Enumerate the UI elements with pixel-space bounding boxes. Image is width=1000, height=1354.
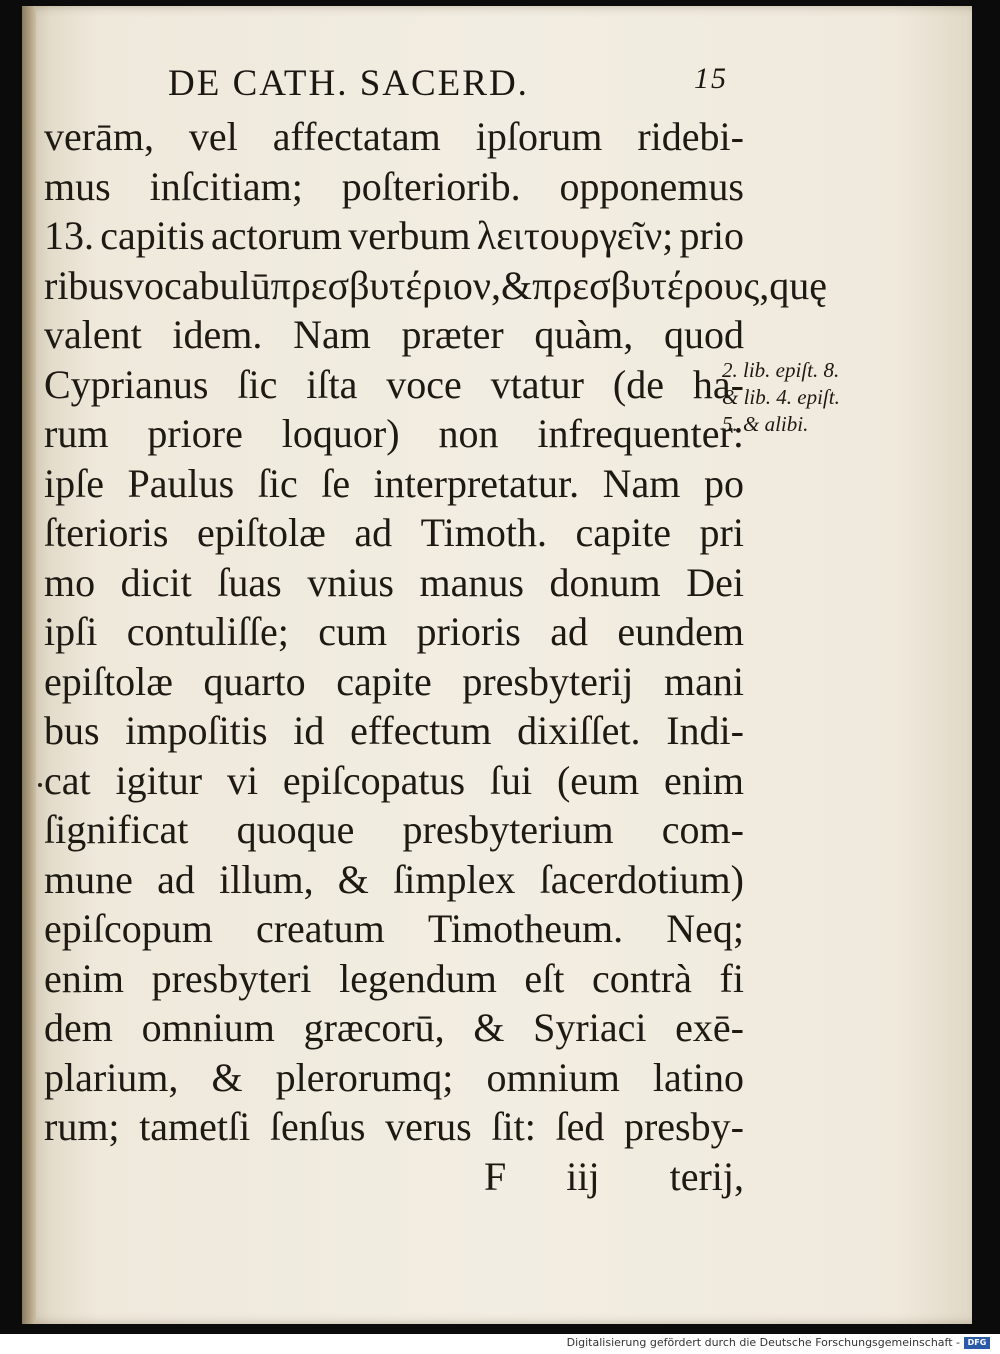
text-line — [44, 508, 744, 558]
word: epiſcopatus — [282, 757, 466, 803]
word: contrà — [591, 955, 692, 1001]
signature-number: iij — [566, 1153, 600, 1199]
word: Dei — [686, 559, 744, 605]
word: quarto — [203, 658, 306, 704]
word: & — [211, 1054, 243, 1100]
running-head — [168, 62, 728, 106]
word: ſic — [237, 361, 278, 407]
word: dicit — [120, 559, 192, 605]
text-line — [44, 1102, 744, 1152]
word: pri — [699, 510, 744, 555]
word: voce — [386, 361, 462, 407]
word: quàm, — [534, 312, 634, 357]
word: prio — [679, 213, 744, 258]
word: omnium — [486, 1054, 620, 1100]
word: ſimplex — [393, 856, 516, 902]
margin-note-line: 5. & alibi. — [722, 412, 809, 436]
text-line — [44, 855, 744, 905]
word: ridebi- — [637, 114, 744, 159]
footer — [0, 1334, 1000, 1354]
word: dem — [44, 1005, 113, 1050]
text-line — [44, 409, 744, 459]
word: Timoth. — [420, 510, 547, 555]
text-line — [44, 756, 744, 806]
text-line — [44, 558, 744, 608]
digitization-credit: Digitalisierung gefördert durch die Deutsche Forschungsgemeinschaft - — [566, 1336, 960, 1349]
catchword: terij, — [669, 1153, 744, 1199]
word: ſignificat — [44, 807, 189, 852]
word: 13. — [44, 213, 94, 258]
word: præter — [401, 312, 504, 357]
word: cat — [44, 757, 91, 803]
word: rum; — [44, 1104, 120, 1149]
text-line — [44, 904, 744, 954]
word: tametſi — [139, 1104, 251, 1149]
word: ſterioris — [44, 510, 169, 555]
word: iſta — [306, 361, 358, 407]
word: vocabulū — [124, 262, 271, 308]
word: vel — [188, 114, 238, 159]
text-line — [44, 657, 744, 707]
word: presbyterium — [402, 807, 614, 852]
signature: F — [483, 1153, 507, 1199]
word: mune — [44, 856, 133, 902]
word: com- — [661, 807, 744, 852]
text-line — [44, 112, 744, 162]
word: priore — [147, 411, 243, 456]
word: ſuas — [217, 559, 282, 605]
word: ſic — [257, 460, 298, 506]
word: quę — [769, 262, 828, 308]
word: effectum — [350, 708, 492, 753]
word: verām, — [44, 114, 154, 159]
ink-speck — [38, 783, 42, 787]
word: Paulus — [127, 460, 235, 506]
word: impoſitis — [125, 708, 268, 753]
word: ſacerdotium) — [539, 856, 744, 902]
word: opponemus — [559, 163, 744, 209]
word: & — [473, 1005, 505, 1050]
word: vtatur — [490, 361, 584, 407]
text-line — [44, 607, 744, 657]
word: πρεσβυτέρους, — [532, 262, 770, 308]
word: ſui — [489, 757, 533, 803]
word: Syriaci — [533, 1005, 647, 1050]
word: ſenſus — [269, 1104, 366, 1149]
word: cum — [318, 609, 388, 654]
word: epiſtolæ — [44, 658, 173, 704]
word: id — [293, 708, 325, 753]
word: (de — [612, 361, 664, 407]
word: poſteriorib. — [341, 163, 521, 209]
word: legendum — [339, 955, 497, 1001]
word: creatum — [255, 906, 385, 951]
text-line — [44, 211, 744, 261]
word: ipſi — [44, 609, 98, 654]
word: inſcitiam; — [149, 163, 303, 209]
word: epiſcopum — [44, 906, 213, 951]
word: capitis — [100, 213, 205, 258]
signature-line — [44, 1152, 744, 1202]
word: vi — [226, 757, 259, 803]
text-line — [44, 310, 744, 360]
word: po — [703, 460, 744, 506]
word: Nam — [293, 312, 371, 357]
word: λειτουργεῖν; — [476, 213, 674, 258]
word: fi — [719, 955, 744, 1001]
word: Timotheum. — [427, 906, 624, 951]
word: prioris — [416, 609, 521, 654]
word: eundem — [617, 609, 744, 654]
word: vnius — [307, 559, 394, 605]
word: ribus — [44, 262, 124, 308]
text-line — [44, 261, 828, 311]
word: presbyterij — [462, 658, 634, 704]
word: idem. — [172, 312, 263, 357]
word: Indi- — [666, 708, 744, 753]
word: omnium — [141, 1005, 275, 1050]
word: manus — [419, 559, 524, 605]
word: igitur — [115, 757, 203, 803]
word: affectatam — [272, 114, 441, 159]
word: latino — [652, 1054, 744, 1100]
word: ſed — [555, 1104, 605, 1149]
word: rum — [44, 411, 109, 456]
page-number: 15 — [694, 62, 728, 95]
word: ad — [157, 856, 195, 902]
word: infrequenter: — [537, 411, 744, 456]
word: eſt — [524, 955, 565, 1001]
word: valent — [44, 312, 142, 357]
word: dixiſſet. — [517, 708, 641, 753]
word: πρεσβυτέριον, — [270, 262, 501, 308]
word: Nam — [602, 460, 681, 506]
text-line — [44, 954, 744, 1004]
word: enim — [663, 757, 744, 803]
word: epiſtolæ — [196, 510, 326, 555]
text-line — [44, 162, 744, 212]
word: Neq; — [666, 906, 744, 951]
word: mani — [664, 658, 744, 704]
word: plerorumq; — [275, 1054, 454, 1100]
word: non — [438, 411, 499, 456]
word: ad — [550, 609, 588, 654]
text-line — [44, 360, 744, 410]
word: capite — [575, 510, 672, 555]
dfg-logo: DFG — [964, 1337, 990, 1349]
word: ipſe — [44, 460, 104, 506]
word: verbum — [348, 213, 471, 258]
word: contuliſſe; — [126, 609, 289, 654]
word: verus — [385, 1104, 472, 1149]
text-line — [44, 1003, 744, 1053]
word: donum — [549, 559, 661, 605]
word: Cyprianus — [44, 361, 209, 407]
word: mus — [44, 163, 111, 209]
word: illum, — [219, 856, 314, 902]
word: ſit: — [491, 1104, 536, 1149]
text-line — [44, 706, 744, 756]
text-line — [44, 1053, 744, 1103]
word: enim — [44, 955, 124, 1001]
page-gutter — [22, 6, 36, 1324]
word: exē- — [675, 1005, 744, 1050]
word: græcorū, — [303, 1005, 445, 1050]
margin-note — [722, 357, 872, 438]
word: actorum — [210, 213, 343, 258]
margin-note-line: & lib. 4. epiſt. — [722, 385, 840, 409]
word: quoque — [236, 807, 355, 852]
word: loquor) — [281, 411, 400, 456]
word: capite — [336, 658, 432, 704]
word: ipſorum — [475, 114, 603, 159]
word: plarium, — [44, 1054, 179, 1100]
word: interpretatur. — [373, 460, 580, 506]
text-line — [44, 805, 744, 855]
word: mo — [44, 559, 96, 605]
word: presby- — [623, 1104, 744, 1149]
word: ad — [354, 510, 393, 555]
text-line — [44, 459, 744, 509]
margin-note-line: 2. lib. epiſt. 8. — [722, 358, 840, 382]
word: ha- — [692, 361, 744, 407]
running-title: DE CATH. SACERD. — [168, 63, 529, 104]
word: presbyteri — [151, 955, 312, 1001]
word: & — [337, 856, 369, 902]
word: & — [500, 262, 533, 308]
word: bus — [44, 708, 100, 753]
word: quod — [663, 312, 744, 357]
word: ſe — [321, 460, 351, 506]
word: (eum — [556, 757, 640, 803]
